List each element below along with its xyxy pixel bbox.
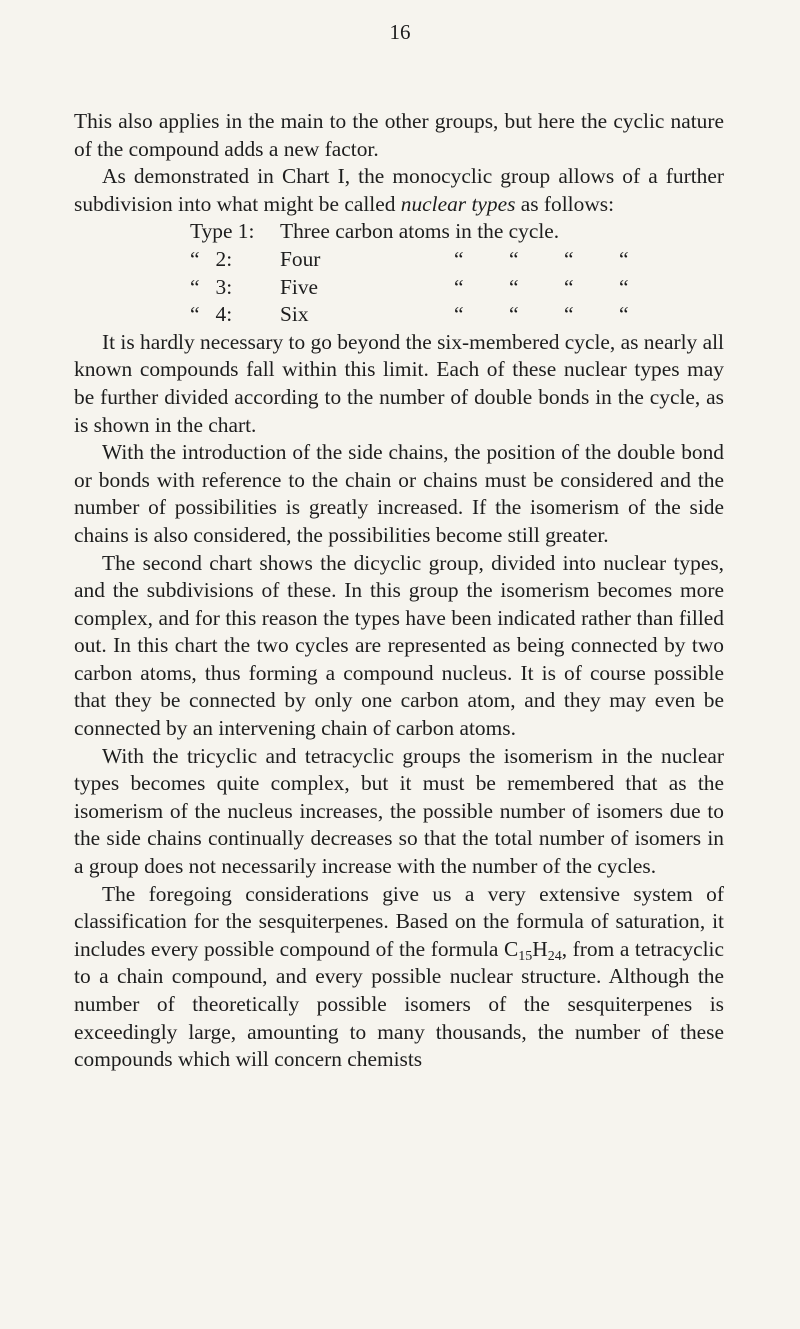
paragraph-2-text-a: As demonstrated in Chart I, the monocyclic group allows of a further subdivision into what might be called — [74, 164, 724, 216]
paragraph-4: With the introduction of the side chains, the position of the double bond or bonds with reference to the chain or chains must be considered and the number of possibilities is greatly increased. If the isomerism of the side chains is also considered, the possibilities become still greater. — [74, 440, 724, 547]
ditto-mark: “ — [564, 302, 574, 327]
paragraph-1: This also applies in the main to the other groups, but here the cyclic nature of the compound adds a new factor. — [74, 109, 724, 161]
type-label: “ 2: — [190, 246, 233, 271]
page-number: 16 — [389, 20, 411, 44]
paragraph-5: The second chart shows the dicyclic group, divided into nuclear types, and the subdivisions of these. In this group the isomerism becomes more complex, and for this reason the types have been indicated rather than filled out. In this chart the two cycles are represented as being connected by two carbon atoms, thus forming a compound nucleus. It is of course possible that they be connected by only one carbon atom, and they may even be connected by an intervening chain of carbon atoms. — [74, 550, 724, 741]
nuclear-types-term: nuclear types — [400, 191, 516, 216]
type-description: Five — [280, 274, 319, 299]
paragraph-2 — [74, 163, 724, 218]
type-description: Three carbon atoms in the cycle. — [280, 219, 560, 244]
type-row — [190, 301, 724, 329]
ditto-mark: “ — [619, 246, 629, 271]
formula-hydrogen: H — [532, 936, 548, 961]
type-label: “ 4: — [190, 302, 233, 327]
ditto-mark: “ — [509, 246, 519, 271]
paragraph-2-text-b: as follows: — [515, 191, 615, 216]
type-label: Type 1: — [190, 219, 255, 244]
ditto-mark: “ — [564, 246, 574, 271]
formula-subscript-carbon: 15 — [518, 948, 533, 964]
type-row — [190, 246, 724, 274]
type-row — [190, 218, 724, 246]
type-label: “ 3: — [190, 274, 233, 299]
type-row — [190, 274, 724, 302]
paragraph-3: It is hardly necessary to go beyond the six-membered cycle, as nearly all known compounds fall within this limit. Each of these nuclear types may be further divided according to the number of double bonds in the cycle, as is shown in the chart. — [74, 329, 724, 437]
nuclear-types-list — [74, 218, 724, 328]
ditto-mark: “ — [509, 274, 519, 299]
ditto-mark: “ — [454, 274, 464, 299]
paragraph-7 — [74, 881, 724, 1074]
paragraph-7-text-a: The foregoing considerations give us a very extensive system of classification for the sesquiterpenes. Based on the formula of saturation, it includes every possible compound of the formula C — [74, 881, 724, 961]
ditto-mark: “ — [509, 302, 519, 327]
ditto-mark: “ — [619, 302, 629, 327]
formula-subscript-hydrogen: 24 — [547, 948, 562, 964]
ditto-mark: “ — [619, 274, 629, 299]
type-description: Four — [280, 246, 321, 271]
type-description: Six — [280, 302, 309, 327]
ditto-mark: “ — [564, 274, 574, 299]
ditto-mark: “ — [454, 246, 464, 271]
paragraph-7-text-b: , from a tetracyclic to a chain compound, and every possible nuclear structure. Although the number of theoretically possible isomers of the sesquiterpenes is exceedingly large, amounting to many thousands, the number of these compounds which will concern chemists — [74, 936, 724, 1072]
ditto-mark: “ — [454, 302, 464, 327]
body-text — [74, 108, 724, 1074]
paragraph-6: With the tricyclic and tetracyclic groups the isomerism in the nuclear types becomes quite complex, but it must be remembered that as the isomerism of the nucleus increases, the possible number of isomers due to the side chains continually decreases so that the total number of isomers in a group does not necessarily increase with the number of the cycles. — [74, 743, 724, 879]
